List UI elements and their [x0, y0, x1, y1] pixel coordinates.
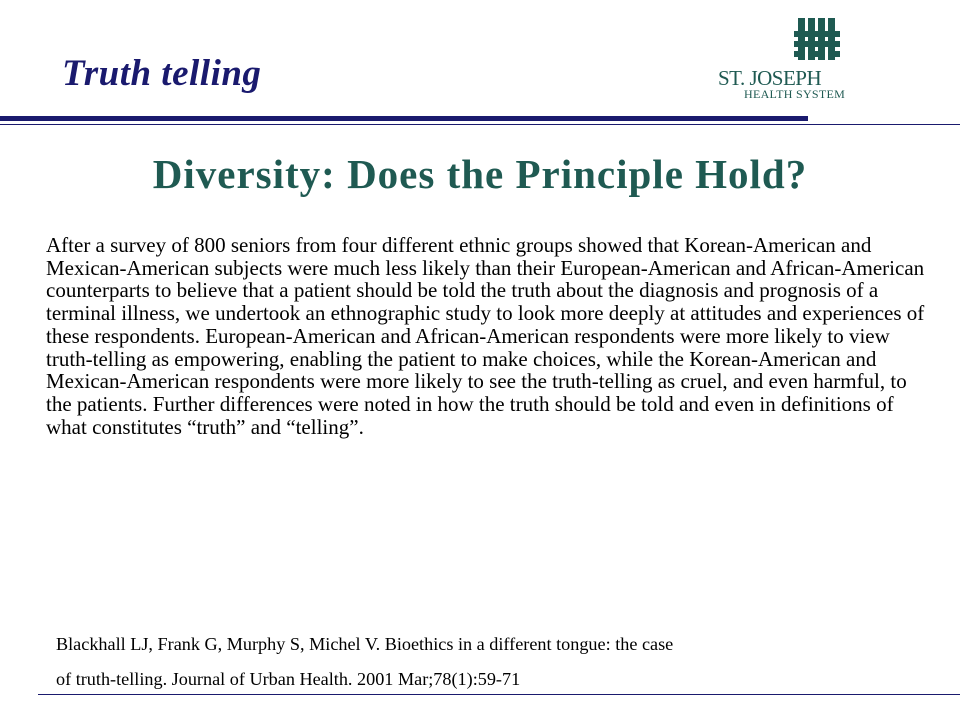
- header-title: Truth telling: [62, 53, 262, 94]
- logo-name: ST. JOSEPH: [718, 66, 822, 90]
- slide-title: Diversity: Does the Principle Hold?: [152, 151, 808, 197]
- header-divider-thick: [0, 116, 808, 121]
- body-paragraph: After a survey of 800 seniors from four different ethnic groups showed that Korean-American and Mexican-American subjects were much less likely than their European-American and African-American counterparts to believe that a patient should be told the truth about the diagnosis and prognosis of a terminal illness, we undertook an ethnographic study to look more deeply at attitudes and experiences of these respondents. European-American and African-American respondents were more likely to view truth-telling as empowering, enabling the patient to make choices, while the Korean-American and Mexican-American respondents were more likely to see the truth-telling as cruel, and even harmful, to the patients. Further differences were noted in how the truth should be told and even in definitions of what constitutes “truth” and “telling”.: [46, 233, 925, 439]
- citation-line-1: Blackhall LJ, Frank G, Murphy S, Michel V. Bioethics in a different tongue: the case: [56, 634, 674, 654]
- citation: [56, 627, 936, 697]
- logo-subname: HEALTH SYSTEM: [744, 87, 846, 101]
- citation-line-2: of truth-telling. Journal of Urban Health. 2001 Mar;78(1):59-71: [56, 669, 521, 689]
- footer-divider: [38, 694, 960, 695]
- header-divider-thin: [0, 124, 960, 125]
